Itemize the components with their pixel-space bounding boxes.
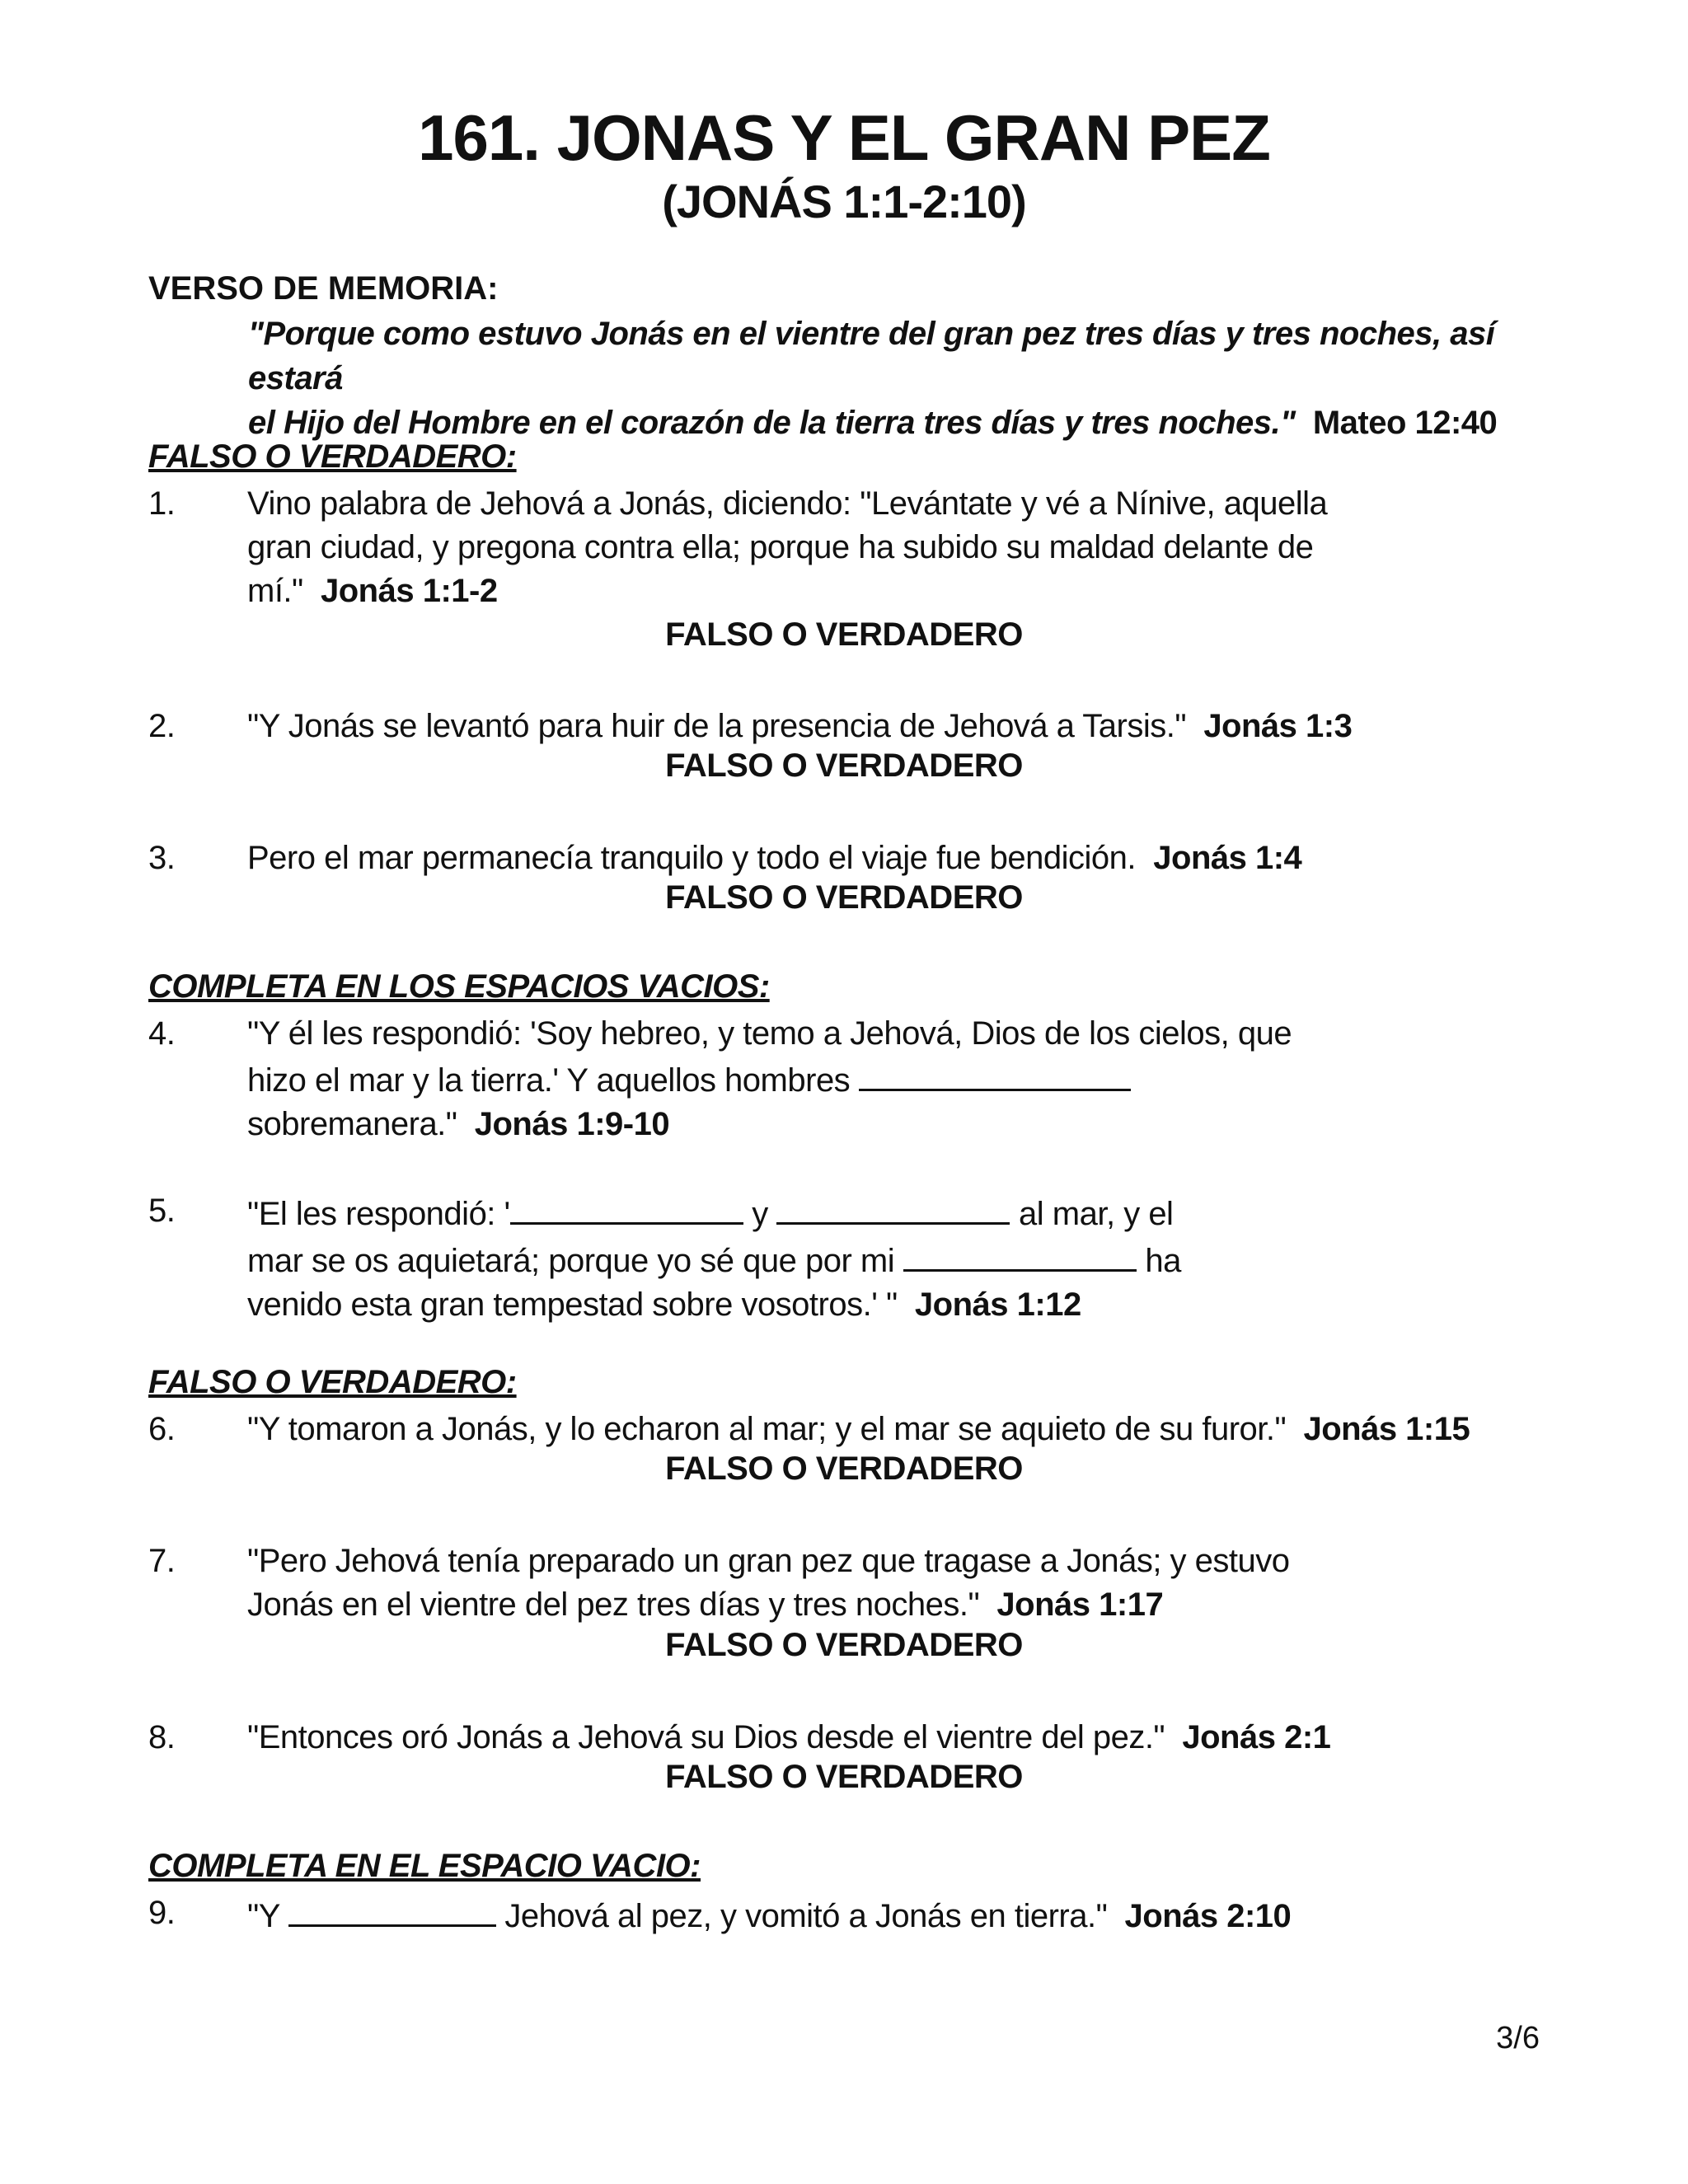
question-number: 4. bbox=[148, 1015, 176, 1052]
section-heading-fill-blanks-1: COMPLETA EN LOS ESPACIOS VACIOS: bbox=[148, 968, 770, 1005]
question-text-line: Vino palabra de Jehová a Jonás, diciendo: "Levántate y vé a Nínive, aquella bbox=[247, 485, 1328, 522]
true-false-answer-3[interactable]: FALSO O VERDADERO bbox=[665, 879, 1023, 916]
question-text-line: "Pero Jehová tenía preparado un gran pez que tragase a Jonás; y estuvo bbox=[247, 1543, 1290, 1579]
question-text-line: "Y él les respondió: 'Soy hebreo, y temo a Jehová, Dios de los cielos, que bbox=[247, 1015, 1292, 1052]
question-7 bbox=[148, 1540, 1566, 1627]
true-false-answer-1[interactable]: FALSO O VERDADERO bbox=[665, 616, 1023, 653]
question-5 bbox=[148, 1189, 1566, 1327]
answer-blank[interactable] bbox=[776, 1189, 1010, 1225]
true-false-answer-2[interactable]: FALSO O VERDADERO bbox=[665, 748, 1023, 784]
scripture-ref: Jonás 1:1-2 bbox=[320, 573, 498, 609]
question-8 bbox=[148, 1716, 1566, 1760]
question-number: 8. bbox=[148, 1719, 176, 1755]
true-false-answer-8[interactable]: FALSO O VERDADERO bbox=[665, 1759, 1023, 1795]
question-text-line: "Y bbox=[247, 1898, 280, 1934]
scripture-ref: Jonás 2:1 bbox=[1182, 1719, 1331, 1755]
scripture-ref: Jonás 1:9-10 bbox=[474, 1106, 670, 1142]
page-subtitle: (JONÁS 1:1-2:10) bbox=[662, 176, 1026, 227]
memory-verse-line-2: el Hijo del Hombre en el corazón de la tierra tres días y tres noches." bbox=[248, 405, 1296, 441]
question-number: 5. bbox=[148, 1193, 176, 1229]
question-number: 1. bbox=[148, 485, 176, 522]
question-text-line: venido esta gran tempestad sobre vosotros.' " bbox=[247, 1286, 898, 1323]
question-text-line: Jehová al pez, y vomitó a Jonás en tierra." bbox=[504, 1898, 1108, 1934]
scripture-ref: Jonás 2:10 bbox=[1124, 1898, 1292, 1934]
question-text-line: gran ciudad, y pregona contra ella; porque ha subido su maldad delante de bbox=[247, 529, 1314, 565]
memory-verse-label: VERSO DE MEMORIA: bbox=[148, 270, 499, 307]
question-text-line: sobremanera." bbox=[247, 1106, 457, 1142]
question-1 bbox=[148, 482, 1566, 613]
scripture-ref: Jonás 1:12 bbox=[914, 1286, 1081, 1323]
answer-blank[interactable] bbox=[288, 1891, 496, 1927]
true-false-answer-7[interactable]: FALSO O VERDADERO bbox=[665, 1627, 1023, 1663]
question-2 bbox=[148, 705, 1566, 748]
question-text-line: Jonás en el vientre del pez tres días y tres noches." bbox=[247, 1586, 980, 1623]
question-4 bbox=[148, 1012, 1566, 1146]
question-3 bbox=[148, 837, 1566, 880]
section-heading-fill-blank-2: COMPLETA EN EL ESPACIO VACIO: bbox=[148, 1848, 701, 1884]
scripture-ref: Jonás 1:3 bbox=[1203, 708, 1353, 744]
memory-verse bbox=[248, 312, 1567, 445]
section-heading-true-false-1: FALSO O VERDADERO: bbox=[148, 438, 517, 475]
question-number: 7. bbox=[148, 1543, 176, 1579]
question-9 bbox=[148, 1891, 1566, 1938]
question-text-line: ha bbox=[1145, 1243, 1181, 1279]
section-heading-true-false-2: FALSO O VERDADERO: bbox=[148, 1364, 517, 1400]
question-number: 9. bbox=[148, 1895, 176, 1931]
answer-blank[interactable] bbox=[510, 1189, 743, 1225]
question-number: 6. bbox=[148, 1411, 176, 1447]
question-text-line: hizo el mar y la tierra.' Y aquellos hombres bbox=[247, 1062, 851, 1099]
question-text-line: "Entonces oró Jonás a Jehová su Dios desde el vientre del pez." bbox=[247, 1719, 1165, 1755]
memory-verse-ref: Mateo 12:40 bbox=[1312, 405, 1498, 441]
scripture-ref: Jonás 1:17 bbox=[996, 1586, 1164, 1623]
question-number: 3. bbox=[148, 840, 176, 876]
answer-blank[interactable] bbox=[859, 1056, 1131, 1091]
page-number: 3/6 bbox=[1496, 2021, 1540, 2055]
memory-verse-line-1: "Porque como estuvo Jonás en el vientre del gran pez tres días y tres noches, así estará bbox=[248, 316, 1495, 396]
answer-blank[interactable] bbox=[903, 1236, 1137, 1272]
question-text-line: mí." bbox=[247, 573, 303, 609]
question-text-line: Pero el mar permanecía tranquilo y todo el viaje fue bendición. bbox=[247, 840, 1137, 876]
question-text-line: y bbox=[752, 1196, 768, 1232]
question-text-line: "Y tomaron a Jonás, y lo echaron al mar; y el mar se aquieto de su furor." bbox=[247, 1411, 1287, 1447]
scripture-ref: Jonás 1:4 bbox=[1153, 840, 1302, 876]
question-text-line: "El les respondió: ' bbox=[247, 1196, 510, 1232]
scripture-ref: Jonás 1:15 bbox=[1303, 1411, 1470, 1447]
question-text-line: "Y Jonás se levantó para huir de la presencia de Jehová a Tarsis." bbox=[247, 708, 1187, 744]
question-text-line: mar se os aquietará; porque yo sé que por mi bbox=[247, 1243, 895, 1279]
question-6 bbox=[148, 1408, 1566, 1451]
true-false-answer-6[interactable]: FALSO O VERDADERO bbox=[665, 1451, 1023, 1487]
question-text-line: al mar, y el bbox=[1019, 1196, 1174, 1232]
page-title: 161. JONAS Y EL GRAN PEZ bbox=[418, 101, 1270, 174]
question-number: 2. bbox=[148, 708, 176, 744]
